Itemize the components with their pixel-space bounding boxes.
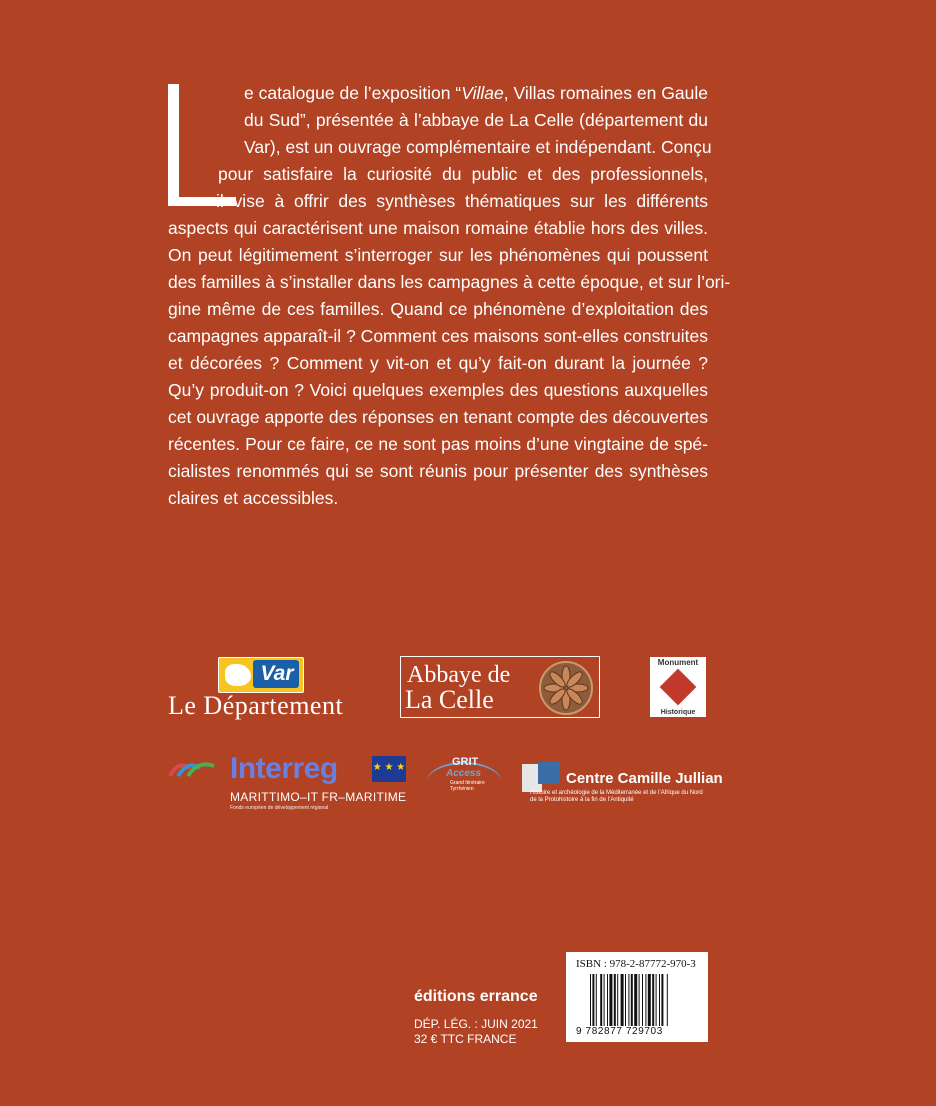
interreg-fund: Fonds européen de développement régional bbox=[230, 805, 329, 811]
text-line: et décorées ? Comment y vit-on et qu’y fait-on durant la journée ? bbox=[168, 353, 708, 373]
department-text: Le Département bbox=[168, 691, 344, 720]
barcode-bars bbox=[590, 974, 694, 1026]
grit-subtitle: Grand Itinéraire Tyrrhénien bbox=[450, 780, 485, 792]
rosette-medallion-icon bbox=[539, 661, 593, 715]
barcode-bar bbox=[600, 974, 602, 1026]
abbaye-line2: La Celle bbox=[405, 685, 494, 714]
barcode-bar bbox=[596, 974, 597, 1026]
centre-camille-jullian-name: Centre Camille Jullian bbox=[566, 770, 723, 787]
var-map-icon bbox=[225, 664, 251, 686]
interreg-waves-icon bbox=[168, 758, 218, 780]
grit-access: Access bbox=[446, 768, 482, 779]
isbn-barcode bbox=[566, 952, 708, 1042]
barcode-bar bbox=[609, 974, 612, 1026]
text-line: campagnes apparaît-il ? Comment ces maisons sont-elles construites bbox=[168, 326, 708, 346]
text-line: des familles à s’installer dans les campagnes à cette époque, et sur l’ori- bbox=[168, 272, 731, 292]
barcode-bar bbox=[590, 974, 591, 1026]
barcode-bar bbox=[625, 974, 626, 1026]
text-line: claires et accessibles. bbox=[168, 488, 339, 508]
eu-flag-icon: ★ ★ ★ bbox=[372, 756, 406, 782]
barcode-bar bbox=[592, 974, 594, 1026]
text-line: gine même de ces familles. Quand ce phénomène d’exploitation des bbox=[168, 299, 708, 319]
text-line: e catalogue de l’exposition “Villae, Villas romaines en Gaule bbox=[244, 83, 708, 103]
barcode-bar bbox=[659, 974, 660, 1026]
text-line: Qu’y produit-on ? Voici quelques exemples des questions auxquelles bbox=[168, 380, 708, 400]
abbaye-la-celle-logo bbox=[400, 656, 600, 718]
text-line: il vise à offrir des synthèses thématiques sur les différents bbox=[216, 191, 708, 211]
text-line: pour satisfaire la curiosité du public et des professionnels, bbox=[218, 164, 708, 184]
var-badge bbox=[218, 657, 304, 693]
interreg-wordmark: Interreg bbox=[230, 752, 338, 785]
barcode-bar bbox=[652, 974, 654, 1026]
text-line: aspects qui caractérisent une maison romaine établie hors des villes. bbox=[168, 218, 708, 238]
barcode-bar bbox=[617, 974, 618, 1026]
text-line: Var), est un ouvrage complémentaire et indépendant. Conçu bbox=[244, 137, 712, 157]
barcode-digits: 9 782877 729703 bbox=[576, 1026, 663, 1037]
price: 32 € TTC FRANCE bbox=[414, 1032, 517, 1046]
barcode-bar bbox=[631, 974, 633, 1026]
barcode-bar bbox=[604, 974, 605, 1026]
text-line: On peut légitimement s’interroger sur les phénomènes qui poussent bbox=[168, 245, 708, 265]
text-line: cet ouvrage apporte des réponses en tenant compte des découvertes bbox=[168, 407, 708, 427]
barcode-bar bbox=[648, 974, 651, 1026]
text-line: du Sud”, présentée à l’abbaye de La Celle (département du bbox=[244, 110, 708, 130]
barcode-bar bbox=[639, 974, 640, 1026]
barcode-bar bbox=[645, 974, 646, 1026]
barcode-bar bbox=[634, 974, 637, 1026]
var-department-logo bbox=[168, 657, 352, 719]
legal-deposit: DÉP. LÉG. : JUIN 2021 bbox=[414, 1017, 538, 1031]
monument-bottom-text: Historique bbox=[660, 709, 696, 716]
barcode-bar bbox=[628, 974, 629, 1026]
barcode-bar bbox=[607, 974, 608, 1026]
centre-camille-jullian-desc: Histoire et archéologie de la Méditerranée et de l’Afrique du Nord de la Protohistoire à la fin de l’Antiquité bbox=[530, 790, 703, 803]
grit-access-logo bbox=[422, 756, 508, 796]
monument-symbol-icon bbox=[660, 669, 697, 706]
monument-historique-logo bbox=[650, 657, 706, 717]
description-paragraph bbox=[168, 80, 731, 520]
barcode-bar bbox=[642, 974, 643, 1026]
text-line: récentes. Pour ce faire, ce ne sont pas moins d’une vingtaine de spé- bbox=[168, 434, 708, 454]
monument-top-text: Monument bbox=[657, 658, 699, 667]
var-badge-text: Var bbox=[260, 662, 294, 685]
barcode-bar bbox=[661, 974, 663, 1026]
barcode-bar bbox=[614, 974, 616, 1026]
grit-name: GRIT bbox=[452, 756, 479, 768]
publisher-name: éditions errance bbox=[414, 988, 538, 1005]
barcode-bar bbox=[656, 974, 657, 1026]
barcode-bar bbox=[621, 974, 624, 1026]
barcode-bar bbox=[667, 974, 668, 1026]
isbn-text: ISBN : 978-2-87772-970-3 bbox=[576, 958, 696, 970]
abbaye-line1: Abbaye de bbox=[407, 662, 511, 688]
interreg-program: MARITTIMO–IT FR–MARITIME bbox=[230, 790, 407, 804]
text-line: cialistes renommés qui se sont réunis pour présenter des synthèses bbox=[168, 461, 708, 481]
